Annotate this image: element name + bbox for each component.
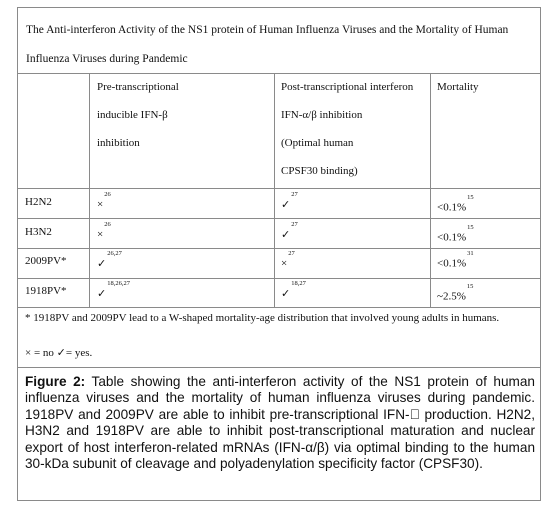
- header-line: inhibition: [97, 137, 140, 149]
- ref-number: 15: [466, 283, 474, 290]
- row-label-h3n2: H3N2: [25, 226, 52, 238]
- mortality-h3n2: [437, 224, 474, 244]
- pre-mark-1918pv: [97, 280, 130, 300]
- header-pre-transcriptional: [97, 73, 179, 157]
- table-title: The Anti-interferon Activity of the NS1 protein of Human Influenza Viruses and the Mortality of Human Influenza Viruses during Pandemic: [26, 24, 509, 65]
- col-rule-2: [274, 73, 275, 307]
- ref-number: 27: [291, 191, 298, 199]
- post-mark-2009pv: [281, 250, 295, 270]
- row-label-h2n2: H2N2: [25, 196, 52, 208]
- post-mark-h3n2: [281, 221, 298, 241]
- figure-frame: [17, 7, 541, 501]
- row-label-2009pv: 2009PV*: [25, 255, 67, 267]
- post-mark-1918pv: [281, 280, 306, 300]
- mortality-value: ~2.5%: [437, 290, 466, 303]
- rule-row-3: [18, 278, 540, 279]
- mark-symbol: ✓: [281, 229, 291, 241]
- mortality-1918pv: [437, 283, 474, 303]
- rule-footnote-bottom: [18, 367, 540, 368]
- caption-text: Table showing the anti-interferon activity of the NS1 protein of human influenza viruses and the mortality of human influenza viruses during pandemic. 1918PV and 2009PV are able to inhibit pre-transcriptional IFN-  production. H2N2, H3N2 and 1918PV are able to inhibit post-transcriptional maturation and nuclear export of host interferon-related mRNAs (IFN-α/β) via optimal binding to the human 30-kDa subunit of cleavage and polyadenylation specificity factor (CPSF30).: [25, 374, 535, 472]
- pre-mark-2009pv: [97, 250, 122, 270]
- mortality-value: <0.1%: [437, 257, 467, 270]
- mortality-2009pv: [437, 250, 474, 270]
- ref-number: 15: [467, 194, 474, 201]
- mark-symbol: ✓: [97, 288, 107, 300]
- mark-symbol: ×: [281, 257, 288, 270]
- ref-number: 18,26,27: [107, 280, 130, 288]
- mortality-value: <0.1%: [437, 201, 467, 214]
- col-rule-1: [89, 73, 90, 307]
- header-line: IFN-α/β inhibition: [281, 109, 363, 121]
- rule-row-4: [18, 307, 540, 308]
- ref-number: 26: [104, 221, 111, 228]
- pre-mark-h3n2: [97, 221, 111, 241]
- header-line: inducible IFN-β: [97, 109, 168, 121]
- mark-symbol: ✓: [281, 199, 291, 211]
- mark-symbol: ✓: [97, 258, 107, 270]
- header-mortality: [437, 73, 479, 101]
- mark-symbol: ×: [97, 198, 104, 211]
- rule-row-2: [18, 248, 540, 249]
- rule-header-bottom: [18, 188, 540, 189]
- header-post-transcriptional: [281, 73, 413, 185]
- header-line: Post-transcriptional interferon: [281, 81, 414, 93]
- header-line: Mortality: [437, 81, 479, 93]
- ref-number: 27: [288, 250, 295, 257]
- rule-row-1: [18, 218, 540, 219]
- mortality-value: <0.1%: [437, 231, 467, 244]
- figure-caption: [25, 374, 535, 472]
- ref-number: 18,27: [291, 280, 306, 288]
- row-label-1918pv: 1918PV*: [25, 285, 67, 297]
- ref-number: 31: [467, 250, 474, 257]
- col-rule-3: [430, 73, 431, 307]
- mark-symbol: ×: [97, 228, 104, 241]
- ref-number: 15: [467, 224, 474, 231]
- table-legend: × = no ✓= yes.: [25, 347, 93, 359]
- caption-label: Figure 2:: [25, 374, 86, 389]
- ref-number: 26,27: [107, 250, 122, 258]
- header-line: Pre-transcriptional: [97, 81, 179, 93]
- table-footnote: * 1918PV and 2009PV lead to a W-shaped mortality-age distribution that involved young adults in humans.: [25, 312, 500, 324]
- mortality-h2n2: [437, 194, 474, 214]
- pre-mark-h2n2: [97, 191, 111, 211]
- post-mark-h2n2: [281, 191, 298, 211]
- header-line: (Optimal human: [281, 137, 354, 149]
- ref-number: 26: [104, 191, 111, 198]
- mark-symbol: ✓: [281, 288, 291, 300]
- ref-number: 27: [291, 221, 298, 229]
- header-line: CPSF30 binding): [281, 165, 358, 177]
